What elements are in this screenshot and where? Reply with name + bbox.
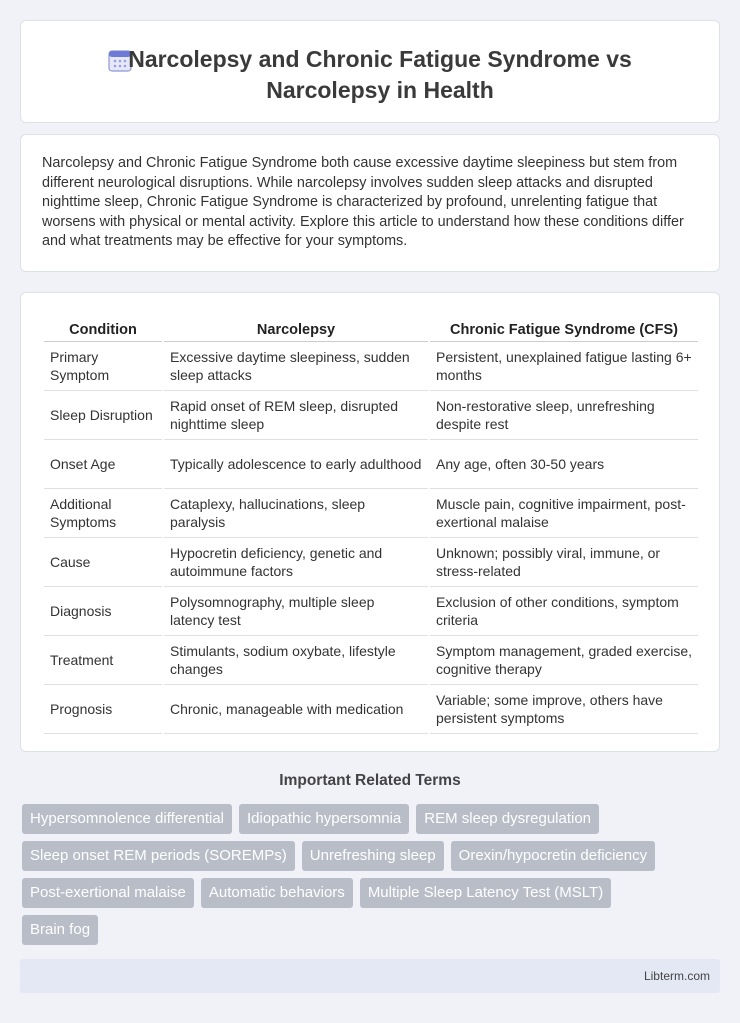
related-term-tag[interactable]: Hypersomnolence differential <box>22 804 232 834</box>
related-term-tag[interactable]: Unrefreshing sleep <box>302 841 444 871</box>
row-label: Additional Symptoms <box>44 489 162 538</box>
cfs-cell: Any age, often 30-50 years <box>430 440 698 489</box>
cfs-cell: Persistent, unexplained fatigue lasting 6+ months <box>430 342 698 391</box>
table-header-row <box>44 314 698 342</box>
cfs-cell: Muscle pain, cognitive impairment, post-exertional malaise <box>430 489 698 538</box>
column-header-condition: Condition <box>44 314 162 342</box>
related-term-tag[interactable]: Multiple Sleep Latency Test (MSLT) <box>360 878 611 908</box>
related-terms-list <box>22 804 712 952</box>
related-term-tag[interactable]: Post-exertional malaise <box>22 878 194 908</box>
table-row <box>44 391 698 440</box>
table-row <box>44 440 698 489</box>
row-label: Onset Age <box>44 440 162 489</box>
related-terms-heading: Important Related Terms <box>279 772 461 789</box>
related-term-tag[interactable]: REM sleep dysregulation <box>416 804 599 834</box>
title-card <box>20 20 720 123</box>
cfs-cell: Exclusion of other conditions, symptom criteria <box>430 587 698 636</box>
narcolepsy-cell: Cataplexy, hallucinations, sleep paralysis <box>164 489 428 538</box>
related-term-tag[interactable]: Idiopathic hypersomnia <box>239 804 409 834</box>
tag-row <box>22 878 712 908</box>
column-header-narcolepsy: Narcolepsy <box>164 314 428 342</box>
related-term-tag[interactable]: Brain fog <box>22 915 98 945</box>
narcolepsy-cell: Chronic, manageable with medication <box>164 685 428 734</box>
tag-row <box>22 915 712 945</box>
narcolepsy-cell: Excessive daytime sleepiness, sudden sleep attacks <box>164 342 428 391</box>
narcolepsy-cell: Rapid onset of REM sleep, disrupted nighttime sleep <box>164 391 428 440</box>
table-row <box>44 538 698 587</box>
related-term-tag[interactable]: Orexin/hypocretin deficiency <box>451 841 655 871</box>
table-row <box>44 587 698 636</box>
row-label: Primary Symptom <box>44 342 162 391</box>
cfs-cell: Symptom management, graded exercise, cognitive therapy <box>430 636 698 685</box>
narcolepsy-cell: Stimulants, sodium oxybate, lifestyle changes <box>164 636 428 685</box>
cfs-cell: Unknown; possibly viral, immune, or stress-related <box>430 538 698 587</box>
row-label: Prognosis <box>44 685 162 734</box>
table-row <box>44 685 698 734</box>
row-label: Treatment <box>44 636 162 685</box>
row-label: Cause <box>44 538 162 587</box>
tag-row <box>22 841 712 871</box>
narcolepsy-cell: Polysomnography, multiple sleep latency test <box>164 587 428 636</box>
table-row <box>44 342 698 391</box>
footer-site-link[interactable]: Libterm.com <box>643 969 710 983</box>
intro-card <box>20 134 720 272</box>
column-header-cfs: Chronic Fatigue Syndrome (CFS) <box>430 314 698 342</box>
narcolepsy-cell: Hypocretin deficiency, genetic and autoimmune factors <box>164 538 428 587</box>
tag-row <box>22 804 712 834</box>
related-term-tag[interactable]: Automatic behaviors <box>201 878 353 908</box>
table-row <box>44 489 698 538</box>
cfs-cell: Non-restorative sleep, unrefreshing despite rest <box>430 391 698 440</box>
intro-paragraph: Narcolepsy and Chronic Fatigue Syndrome both cause excessive daytime sleepiness but stem from different neurological disruptions. While narcolepsy involves sudden sleep attacks and disrupted nighttime sleep, Chronic Fatigue Syndrome is characterized by profound, unrelenting fatigue that worsens with physical or mental activity. Explore this article to understand how these conditions differ and what treatments may be effective for your symptoms. <box>42 155 684 250</box>
row-label: Sleep Disruption <box>44 391 162 440</box>
footer <box>20 959 720 993</box>
comparison-table <box>42 314 700 734</box>
related-term-tag[interactable]: Sleep onset REM periods (SOREMPs) <box>22 841 295 871</box>
row-label: Diagnosis <box>44 587 162 636</box>
comparison-card <box>20 292 720 752</box>
cfs-cell: Variable; some improve, others have persistent symptoms <box>430 685 698 734</box>
page-title: Narcolepsy and Chronic Fatigue Syndrome vs Narcolepsy in Health <box>128 46 632 103</box>
table-row <box>44 636 698 685</box>
narcolepsy-cell: Typically adolescence to early adulthood <box>164 440 428 489</box>
